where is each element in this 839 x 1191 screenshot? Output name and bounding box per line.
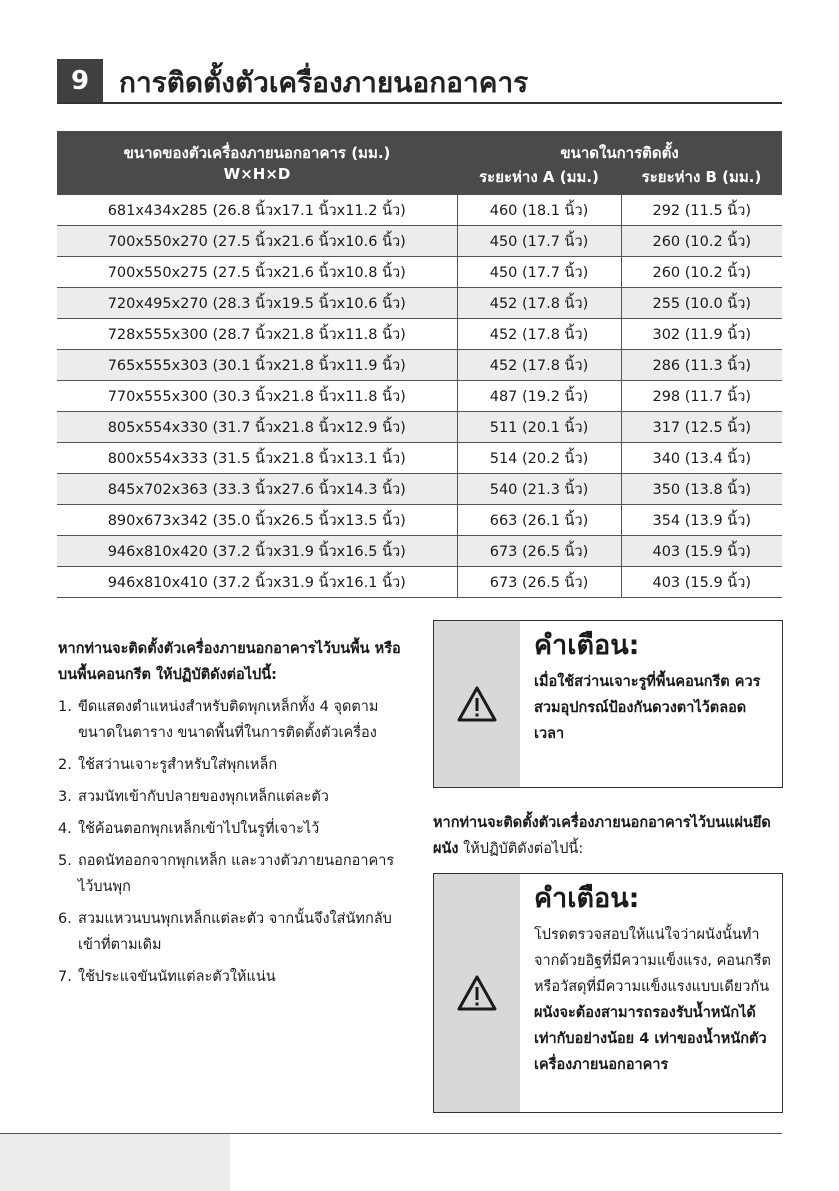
step-text: ใช้สว่านเจาะรูสำหรับใส่พุกเหล็ก <box>78 757 278 773</box>
cell-distance-a: 663 (26.1 นิ้ว) <box>457 505 621 536</box>
cell-dims: 805x554x330 (31.7 นิ้วx21.8 นิ้วx12.9 นิ้ว) <box>57 412 457 443</box>
table-row <box>57 257 782 288</box>
table-row <box>57 288 782 319</box>
warning-text <box>534 922 774 1078</box>
list-item <box>58 964 408 990</box>
cell-distance-a: 673 (26.5 นิ้ว) <box>457 567 621 598</box>
warning-title: คำเตือน: <box>534 630 640 661</box>
warning-box-drilling <box>433 620 783 788</box>
cell-distance-a: 452 (17.8 นิ้ว) <box>457 319 621 350</box>
table-row <box>57 536 782 567</box>
step-number: 6. <box>58 911 72 927</box>
cell-distance-a: 460 (18.1 นิ้ว) <box>457 195 621 226</box>
cell-dims: 800x554x333 (31.5 นิ้วx21.8 นิ้วx13.1 นิ้ว) <box>57 443 457 474</box>
cell-distance-b: 350 (13.8 นิ้ว) <box>621 474 782 505</box>
wall-intro-rest: ให้ปฏิบัติดังต่อไปนี้: <box>458 841 584 857</box>
list-item <box>58 816 408 842</box>
warning-icon-panel <box>434 621 520 787</box>
table-row <box>57 412 782 443</box>
wall-intro <box>433 810 781 862</box>
section-number: 9 <box>57 59 103 102</box>
step-text: ขีดแสดงตำแหน่งสำหรับติดพุกเหล็กทั้ง 4 จุดตามขนาดในตาราง ขนาดพื้นที่ในการติดตั้งตัวเครื่อง <box>78 699 379 741</box>
step-text: ถอดนัทออกจากพุกเหล็ก และวางตัวภายนอกอาคารไว้บนพุก <box>78 853 395 895</box>
cell-distance-a: 673 (26.5 นิ้ว) <box>457 536 621 567</box>
cell-distance-a: 487 (19.2 นิ้ว) <box>457 381 621 412</box>
cell-distance-b: 403 (15.9 นิ้ว) <box>621 536 782 567</box>
warning-text-normal: โปรดตรวจสอบให้แน่ใจว่าผนังนั้นทำจากด้วยอิฐที่มีความแข็งแรง, คอนกรีต หรือวัสดุที่มีความแข็งแรงแบบเดียวกัน <box>534 927 771 995</box>
cell-dims: 681x434x285 (26.8 นิ้วx17.1 นิ้วx11.2 นิ้ว) <box>57 195 457 226</box>
header-dims: ขนาดของตัวเครื่องภายนอกอาคาร (มม.) <box>57 131 457 165</box>
cell-distance-b: 292 (11.5 นิ้ว) <box>621 195 782 226</box>
cell-distance-b: 255 (10.0 นิ้ว) <box>621 288 782 319</box>
wall-intro-bold: หากท่านจะติดตั้งตัวเครื่องภายนอกอาคารไว้บนแผ่นยึดผนัง <box>433 815 771 857</box>
header-distance-b: ระยะห่าง B (มม.) <box>621 165 782 195</box>
table-body <box>57 195 782 598</box>
cell-distance-b: 340 (13.4 นิ้ว) <box>621 443 782 474</box>
list-item <box>58 752 408 778</box>
table-row <box>57 350 782 381</box>
cell-distance-b: 260 (10.2 นิ้ว) <box>621 257 782 288</box>
cell-distance-b: 354 (13.9 นิ้ว) <box>621 505 782 536</box>
floor-intro: หากท่านจะติดตั้งตัวเครื่องภายนอกอาคารไว้บนพื้น หรือบนพื้นคอนกรีต ให้ปฏิบัติดังต่อไปนี้: <box>58 641 401 683</box>
cell-distance-a: 452 (17.8 นิ้ว) <box>457 350 621 381</box>
cell-distance-a: 511 (20.1 นิ้ว) <box>457 412 621 443</box>
warning-triangle-icon <box>457 686 497 722</box>
warning-box-wall <box>433 873 783 1113</box>
table-row <box>57 474 782 505</box>
cell-distance-b: 298 (11.7 นิ้ว) <box>621 381 782 412</box>
step-text: สวมแหวนบนพุกเหล็กแต่ละตัว จากนั้นจึงใส่นัทกลับเข้าที่ตามเดิม <box>78 911 392 953</box>
installation-size-table <box>57 131 782 598</box>
cell-distance-b: 286 (11.3 นิ้ว) <box>621 350 782 381</box>
list-item <box>58 694 408 746</box>
table-row <box>57 226 782 257</box>
warning-text: เมื่อใช้สว่านเจาะรูที่พื้นคอนกรีต ควรสวมอุปกรณ์ป้องกันดวงตาไว้ตลอดเวลา <box>534 674 761 742</box>
cell-distance-a: 514 (20.2 นิ้ว) <box>457 443 621 474</box>
cell-dims: 700x550x270 (27.5 นิ้วx21.6 นิ้วx10.6 นิ้ว) <box>57 226 457 257</box>
cell-distance-b: 302 (11.9 นิ้ว) <box>621 319 782 350</box>
warning-icon-panel <box>434 874 520 1112</box>
cell-dims: 946x810x410 (37.2 นิ้วx31.9 นิ้วx16.1 นิ้ว) <box>57 567 457 598</box>
list-item <box>58 784 408 810</box>
cell-dims: 845x702x363 (33.3 นิ้วx27.6 นิ้วx14.3 นิ้ว) <box>57 474 457 505</box>
step-text: สวมนัทเข้ากับปลายของพุกเหล็กแต่ละตัว <box>78 789 329 805</box>
step-number: 2. <box>58 757 72 773</box>
cell-distance-b: 260 (10.2 นิ้ว) <box>621 226 782 257</box>
warning-triangle-icon <box>457 975 497 1011</box>
step-number: 7. <box>58 969 72 985</box>
cell-dims: 765x555x303 (30.1 นิ้วx21.8 นิ้วx11.9 นิ้ว) <box>57 350 457 381</box>
step-number: 3. <box>58 789 72 805</box>
table-row <box>57 319 782 350</box>
table-row <box>57 381 782 412</box>
cell-dims: 728x555x300 (28.7 นิ้วx21.8 นิ้วx11.8 นิ้ว) <box>57 319 457 350</box>
floor-steps <box>58 694 408 990</box>
floor-install-section <box>58 636 408 996</box>
step-number: 1. <box>58 699 72 715</box>
header-install: ขนาดในการติดตั้ง <box>457 131 782 165</box>
cell-distance-a: 540 (21.3 นิ้ว) <box>457 474 621 505</box>
table-row <box>57 443 782 474</box>
cell-dims: 770x555x300 (30.3 นิ้วx21.8 นิ้วx11.8 นิ้ว) <box>57 381 457 412</box>
cell-distance-a: 450 (17.7 นิ้ว) <box>457 226 621 257</box>
table-row <box>57 195 782 226</box>
header-dims-sub: W×H×D <box>57 165 457 195</box>
footer-block <box>0 1134 230 1191</box>
cell-distance-a: 452 (17.8 นิ้ว) <box>457 288 621 319</box>
header-distance-a: ระยะห่าง A (มม.) <box>457 165 621 195</box>
table-row <box>57 567 782 598</box>
warning-text-bold: ผนังจะต้องสามารถรองรับน้ำหนักได้เท่ากับอย่างน้อย 4 เท่าของน้ำหนักตัวเครื่องภายนอกอาคาร <box>534 1005 767 1073</box>
cell-dims: 700x550x275 (27.5 นิ้วx21.6 นิ้วx10.8 นิ้ว) <box>57 257 457 288</box>
section-header <box>57 59 782 104</box>
cell-distance-a: 450 (17.7 นิ้ว) <box>457 257 621 288</box>
list-item <box>58 906 408 958</box>
cell-dims: 946x810x420 (37.2 นิ้วx31.9 นิ้วx16.5 นิ้ว) <box>57 536 457 567</box>
cell-dims: 890x673x342 (35.0 นิ้วx26.5 นิ้วx13.5 นิ้ว) <box>57 505 457 536</box>
table-row <box>57 505 782 536</box>
warning-title: คำเตือน: <box>534 883 640 914</box>
cell-distance-b: 403 (15.9 นิ้ว) <box>621 567 782 598</box>
cell-dims: 720x495x270 (28.3 นิ้วx19.5 นิ้วx10.6 นิ้ว) <box>57 288 457 319</box>
step-text: ใช้ค้อนตอกพุกเหล็กเข้าไปในรูที่เจาะไว้ <box>78 821 320 837</box>
cell-distance-b: 317 (12.5 นิ้ว) <box>621 412 782 443</box>
list-item <box>58 848 408 900</box>
step-text: ใช้ประแจขันนัทแต่ละตัวให้แน่น <box>78 969 276 985</box>
section-title: การติดตั้งตัวเครื่องภายนอกอาคาร <box>119 66 529 99</box>
step-number: 5. <box>58 853 72 869</box>
step-number: 4. <box>58 821 72 837</box>
